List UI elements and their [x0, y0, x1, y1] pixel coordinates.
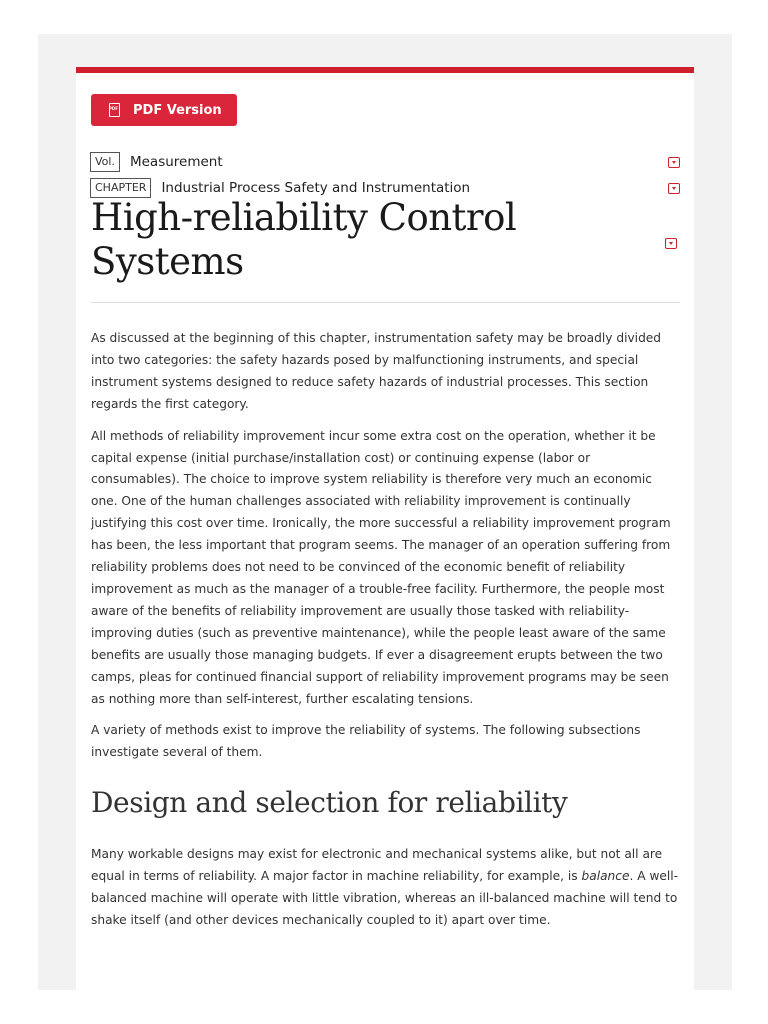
article-body — [91, 328, 681, 942]
article-card — [76, 67, 694, 1024]
paragraph-design-end: . A well-balanced machine will operate with little vibration, whereas an ill-balanced machine will tend to shake itself (and other devices mechanically coupled to it) apart over time. — [91, 869, 679, 927]
emphasis-balance: balance — [581, 869, 630, 884]
volume-name[interactable]: Measurement — [129, 154, 223, 170]
chapter-tag: CHAPTER — [90, 178, 151, 198]
paragraph-design — [91, 844, 681, 932]
paragraph-cost: All methods of reliability improvement incur some extra cost on the operation, whether it be capital expense (initial purchase/installation cost) or continuing expense (labor or consumables). The choice to improve system reliability is therefore very much an economic one. One of the human challenges associated with reliability improvement is continually justifying this cost over time. Ironically, the more successful a reliability improvement program has been, the less important that program seems. The manager of an operation suffering from reliability problems does not need to be convinced of the economic benefit of reliability improvement as much as the manager of a trouble-free facility. Furthermore, the people most aware of the benefits of reliability improvement are usually those tasked with reliability-improving duties (such as preventive maintenance), while the people least aware of the same benefits are usually those managing budgets. If ever a disagreement erupts between the two camps, pleas for continued financial support of reliability improvement programs may be seen as nothing more than self-interest, further escalating tensions. — [91, 428, 671, 706]
paragraph-design-start: Many workable designs may exist for electronic and mechanical systems alike, but not all are equal in terms of reliability. A major factor in machine reliability, for example, is — [91, 847, 663, 884]
section-heading: Design and selection for reliability — [91, 786, 568, 820]
chapter-dropdown-icon[interactable] — [668, 183, 680, 194]
title-divider — [91, 302, 680, 303]
paragraph-intro: As discussed at the beginning of this chapter, instrumentation safety may be broadly divided into two categories: the safety hazards posed by malfunctioning instruments, and special instrument systems designed to reduce safety hazards of industrial processes. This section regards the first category. — [91, 331, 662, 411]
page-dropdown-icon[interactable] — [665, 238, 677, 249]
volume-tag: Vol. — [90, 152, 120, 172]
paragraph-methods: A variety of methods exist to improve the reliability of systems. The following subsections investigate several of them. — [91, 723, 641, 760]
breadcrumb-volume — [90, 151, 680, 173]
pdf-version-button[interactable] — [91, 94, 237, 126]
chapter-name[interactable]: Industrial Process Safety and Instrumentation — [161, 180, 471, 196]
page-title: High-reliability Control Systems — [91, 196, 517, 283]
volume-dropdown-icon[interactable] — [668, 157, 680, 168]
pdf-file-icon — [109, 103, 120, 117]
pdf-version-label: PDF Version — [133, 102, 222, 118]
